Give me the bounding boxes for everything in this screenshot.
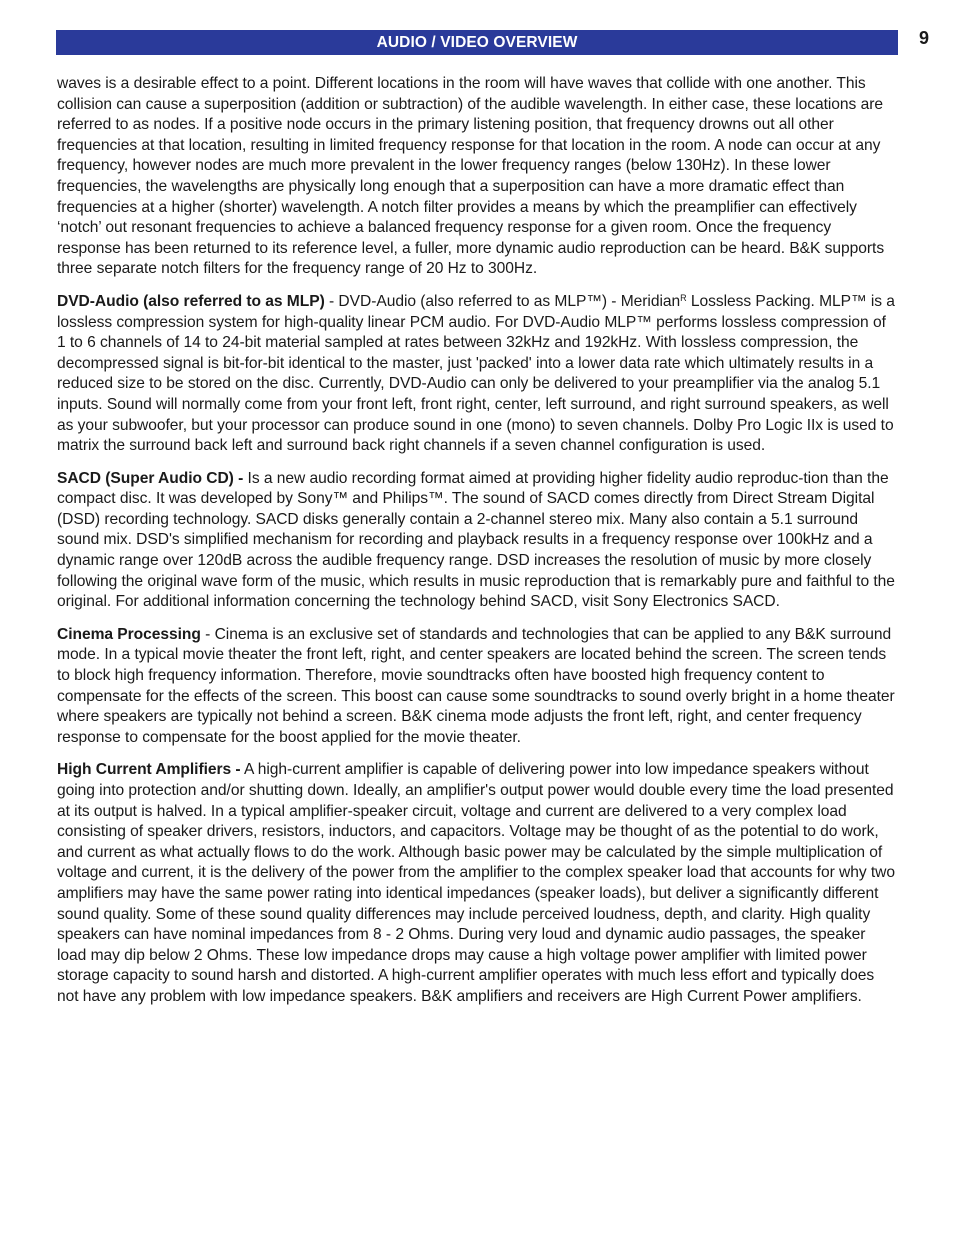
document-body: [57, 74, 897, 1020]
high-current-term: High Current Amplifiers -: [57, 761, 241, 779]
high-current-text: A high-current amplifier is capable of delivering power into low impedance speakers without going into protection and/or shutting down. Ideally, an amplifier's output power would double every time the load presented at its output is halved. In a typical amplifier-speaker circuit, voltage and current are delivered to a very complex load consisting of speaker drivers, resistors, inductors, and capacitors. Voltage may be thought of as the potential to do work, and current as what actually flows to do the work. Although basic power may be calculated by the simple multiplication of voltage and current, it is the delivery of the power from the amplifier to the complex speaker load that accounts for why two amplifiers may have the same power rating into identical impedances (speaker loads), but deliver a significantly different sound quality. Some of these sound quality differences may include perceived loudness, depth, and clarity. High quality speakers can have nominal impedances from 8 - 2 Ohms. During very loud and dynamic audio passages, the speaker load may dip below 2 Ohms. These low impedance drops may cause a high voltage power amplifier with limited power storage capacity to sound harsh and distorted. A high-current amplifier operates with much less effort and typically does not have any problem with low impedance speakers. B&K amplifiers and receivers are High Current Power amplifiers.: [57, 761, 895, 1005]
cinema-term: Cinema Processing: [57, 625, 201, 643]
cinema-text: - Cinema is an exclusive set of standards and technologies that can be applied to any B&K surround mode. In a typical movie theater the front left, right, and center speakers are located behind the screen. The screen tends to block high frequency information. Therefore, movie soundtracks often have boosted high frequency content to compensate for the effects of the screen. This boost can cause some soundtracks to sound overly bright in a home theater where speakers are typically not behind a screen. B&K cinema mode adjusts the front left, right, and center frequency response to compensate for the boost applied for the movie theater.: [57, 625, 895, 746]
section-header-bar: [56, 30, 898, 55]
cinema-paragraph: [57, 625, 897, 749]
dvd-audio-term: DVD-Audio (also referred to as MLP): [57, 292, 325, 310]
sacd-paragraph: [57, 469, 897, 613]
sacd-text: Is a new audio recording format aimed at providing higher fidelity audio reproduc-tion than the compact disc. It was developed by Sony™ and Philips™. The sound of SACD comes directly from Direct Stream Digital (DSD) recording technology. SACD disks generally contain a 2-channel stereo mix. Many also contain a 5.1 surround sound mix. DSD's simplified mechanism for recording and playback results in a frequency response over 100kHz and a dynamic range over 120dB across the audible frequency range. DSD increases the resolution of music by more closely following the original wave form of the music, which results in music reproduction that is remarkably pure and faithful to the original. For additional information concerning the technology behind SACD, visit Sony Electronics SACD.: [57, 469, 895, 611]
intro-text: waves is a desirable effect to a point. Different locations in the room will have waves that collide with one another. This collision can cause a superposition (addition or subtraction) of the audible wavelength. In either case, these locations are referred to as nodes. If a positive node occurs in the primary listening position, that frequency drowns out all other frequencies at that location, resulting in limited frequency response for that location in the room. A node can occur at any frequency, however nodes are much more prevalent in the lower frequency ranges (below 130Hz). In these lower frequencies, the wavelengths are physically long enough that a superposition can have a more dramatic effect than frequencies at a higher (shorter) wavelength. A notch filter provides a means by which the preamplifier can effectively ‘notch’ out resonant frequencies to achieve a balanced frequency response for a given room. Once the frequency response has been returned to its reference level, a fuller, more dynamic audio reproduction can be heard. B&K supports three separate notch filters for the frequency range of 20 Hz to 300Hz.: [57, 75, 885, 278]
page-number: 9: [919, 28, 930, 48]
dvd-audio-text-1: - DVD-Audio (also referred to as MLP™) - Meridian: [324, 292, 681, 310]
section-title: AUDIO / VIDEO OVERVIEW: [376, 34, 578, 51]
intro-paragraph: [57, 74, 897, 280]
high-current-paragraph: [57, 760, 897, 1007]
dvd-audio-text-2: Lossless Packing. MLP™ is a lossless compression system for high-quality linear PCM audio. For DVD-Audio MLP™ performs lossless compression of 1 to 6 channels of 14 to 24-bit material sampled at rates between 32kHz and 192kHz. With lossless compression, the decompressed signal is bit-for-bit identical to the master, just 'packed' into a lower data rate which ultimately results in a reduced size to be stored on the disc. Currently, DVD-Audio can only be delivered to your preamplifier via the analog 5.1 inputs. Sound will normally come from your front left, front right, center, left surround, and right surround speakers, as well as your subwoofer, but your processor can produce sound in one (mono) to seven channels. Dolby Pro Logic IIx is used to matrix the surround back left and surround back right channels if a seven channel configuration is used.: [57, 292, 895, 455]
registered-mark: R: [680, 292, 687, 303]
sacd-term: SACD (Super Audio CD) -: [57, 469, 244, 487]
dvd-audio-paragraph: [57, 292, 897, 457]
